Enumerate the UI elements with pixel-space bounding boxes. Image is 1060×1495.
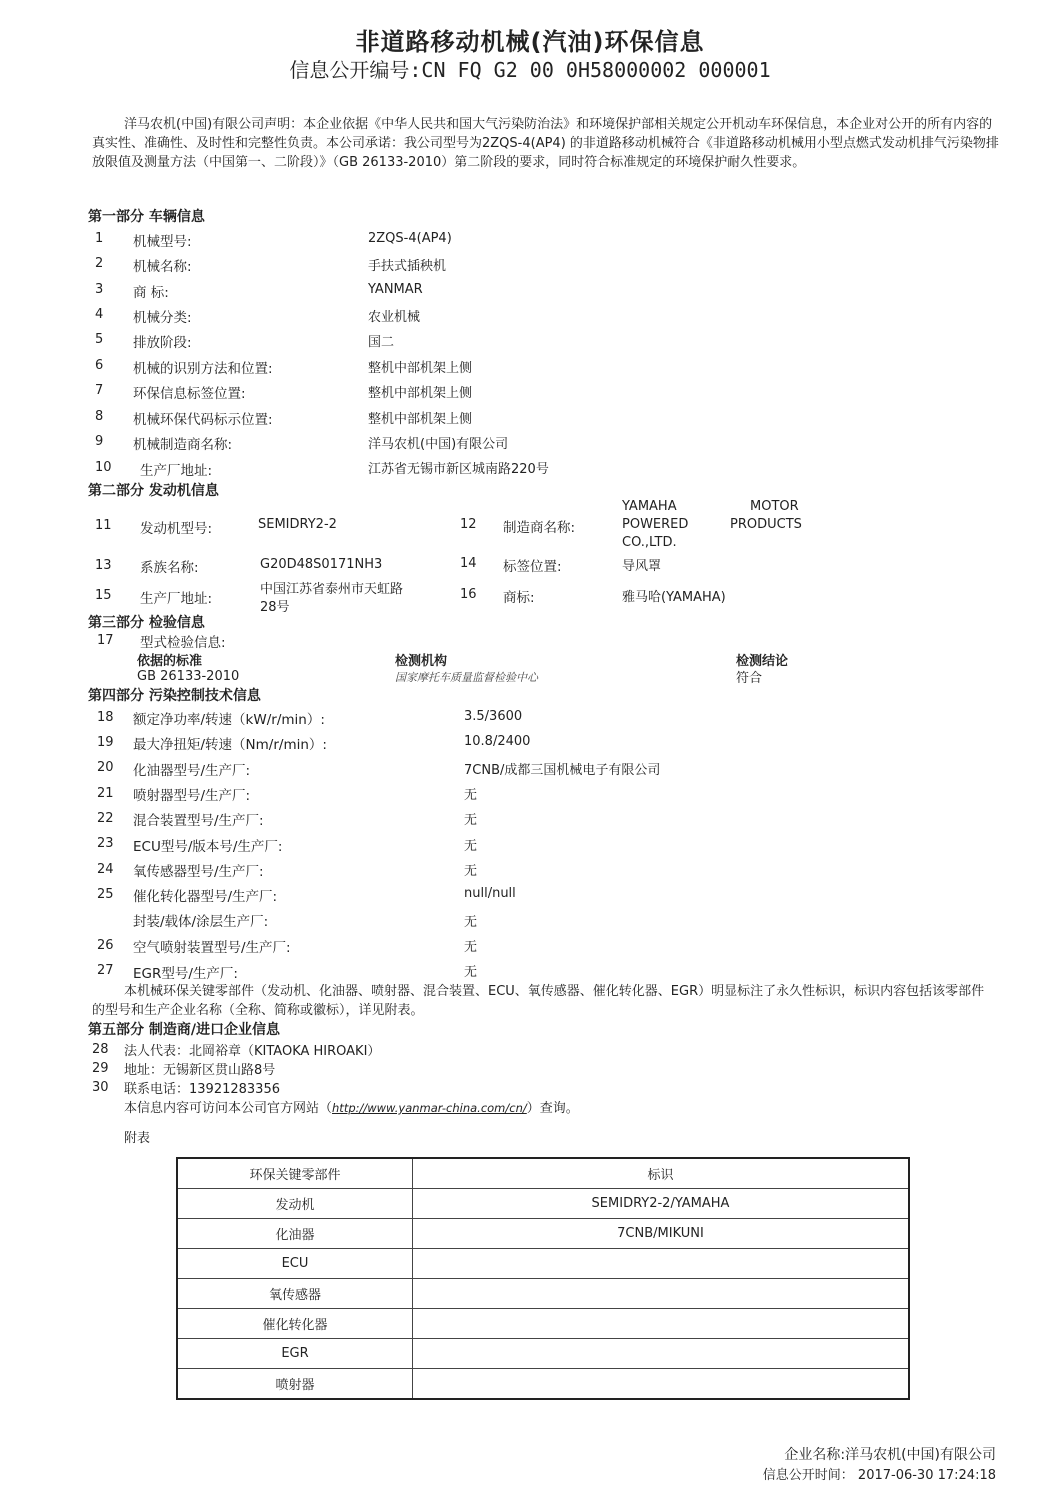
manufacturer-address: 地址：无锡新区贯山路8号	[124, 1063, 276, 1078]
field-value: YANMAR	[368, 282, 423, 297]
table-row	[177, 1219, 909, 1249]
field-label: 机械的识别方法和位置:	[133, 361, 273, 377]
field-label: 喷射器型号/生产厂:	[133, 788, 251, 804]
row-number: 21	[97, 786, 114, 801]
table-row	[177, 1279, 909, 1309]
field-label: 环保信息标签位置:	[133, 386, 246, 402]
part-cell: 化油器	[177, 1219, 413, 1249]
section-title-pollution-control: 第四部分 污染控制技术信息	[88, 688, 261, 704]
document-title: 非道路移动机械(汽油)环保信息	[355, 28, 705, 56]
column-header-agency: 检测机构	[395, 654, 448, 669]
field-label: 机械制造商名称:	[133, 437, 233, 453]
field-label: 生产厂地址:	[140, 463, 213, 479]
field-value: 国二	[368, 335, 395, 350]
row-number: 22	[97, 811, 114, 826]
field-value: POWERED	[622, 517, 689, 532]
field-value: 整机中部机架上侧	[368, 361, 473, 376]
field-label: 化油器型号/生产厂:	[133, 763, 251, 779]
field-value: 农业机械	[368, 310, 421, 325]
key-parts-table	[176, 1157, 910, 1400]
row-number: 1	[95, 231, 104, 246]
inspection-result: 符合	[736, 671, 763, 686]
part-cell: EGR	[177, 1339, 413, 1369]
field-label: 最大净扭矩/转速（Nm/r/min）:	[133, 737, 327, 753]
row-number: 17	[97, 633, 114, 648]
row-number: 15	[95, 588, 112, 603]
field-label: 系族名称:	[140, 560, 199, 576]
field-label: 型式检验信息:	[140, 635, 226, 651]
website-prefix: 本信息内容可访问本公司官方网站（	[124, 1101, 333, 1116]
field-value: MOTOR	[750, 499, 799, 514]
section-title-inspection: 第三部分 检验信息	[88, 615, 205, 631]
row-number: 9	[95, 434, 104, 449]
field-value: null/null	[464, 886, 516, 901]
disclosure-number: 信息公开编号:CN FQ G2 00 0H58000002 000001	[289, 58, 771, 82]
field-label: 封装/载体/涂层生产厂:	[133, 914, 269, 930]
row-number: 29	[92, 1061, 109, 1076]
row-number: 28	[92, 1042, 109, 1057]
table-row	[177, 1339, 909, 1369]
row-number: 3	[95, 282, 104, 297]
column-header: 环保关键零部件	[177, 1158, 413, 1189]
website-suffix: ）查询。	[526, 1101, 579, 1116]
field-label: 机械分类:	[133, 310, 192, 326]
field-label: 商标:	[503, 590, 535, 606]
field-value: CO.,LTD.	[622, 535, 677, 550]
mark-cell: SEMIDRY2-2/YAMAHA	[413, 1189, 910, 1219]
mark-cell	[413, 1279, 910, 1309]
table-header-row	[177, 1158, 909, 1189]
column-header-result: 检测结论	[736, 654, 789, 669]
row-number: 26	[97, 938, 114, 953]
key-parts-note: 本机械环保关键零部件（发动机、化油器、喷射器、混合装置、ECU、氧传感器、催化转化器、EGR）明显标注了永久性标识，标识内容包括该零部件的型号和生产企业名称（全称、简称或徽标），详见附表。	[92, 984, 985, 1018]
row-number: 25	[97, 887, 114, 902]
field-label: 发动机型号:	[140, 521, 213, 537]
field-value: G20D48S0171NH3	[260, 557, 383, 572]
field-label: 标签位置:	[503, 559, 562, 575]
field-value: 江苏省无锡市新区城南路220号	[368, 462, 549, 477]
field-value: 无	[464, 915, 478, 930]
part-cell: 发动机	[177, 1189, 413, 1219]
row-number: 27	[97, 963, 114, 978]
table-row	[177, 1369, 909, 1400]
website-line	[124, 1097, 579, 1116]
field-value: 7CNB/成都三国机械电子有限公司	[464, 763, 661, 778]
website-link[interactable]: http://www.yanmar-china.com/cn/	[332, 1101, 527, 1115]
table-row	[177, 1189, 909, 1219]
field-value: 3.5/3600	[464, 709, 523, 724]
field-label: 制造商名称:	[503, 520, 576, 536]
field-value: 10.8/2400	[464, 734, 531, 749]
field-value: 无	[464, 965, 478, 980]
row-number: 2	[95, 256, 104, 271]
field-value: 整机中部机架上侧	[368, 386, 473, 401]
field-label: 额定净功率/转速（kW/r/min）:	[133, 712, 325, 728]
column-header-standard: 依据的标准	[137, 654, 203, 669]
field-value: 中国江苏省泰州市天虹路	[260, 582, 404, 597]
mark-cell	[413, 1249, 910, 1279]
section-title-vehicle: 第一部分 车辆信息	[88, 209, 205, 225]
disclosure-time: 信息公开时间： 2017-06-30 17:24:18	[762, 1468, 996, 1483]
field-value: 洋马农机(中国)有限公司	[368, 437, 509, 452]
row-number: 10	[95, 460, 112, 475]
field-value: 28号	[260, 600, 290, 615]
row-number: 4	[95, 307, 104, 322]
field-label: 机械型号:	[133, 234, 192, 250]
field-value: 无	[464, 788, 478, 803]
field-label: 生产厂地址:	[140, 591, 213, 607]
field-label: 混合装置型号/生产厂:	[133, 813, 264, 829]
row-number: 19	[97, 735, 114, 750]
company-name: 企业名称:洋马农机(中国)有限公司	[784, 1447, 996, 1463]
field-value: SEMIDRY2-2	[258, 517, 337, 532]
section-title-manufacturer: 第五部分 制造商/进口企业信息	[88, 1022, 280, 1038]
legal-representative: 法人代表：北岡裕章（KITAOKA HIROAKI）	[124, 1044, 381, 1059]
mark-cell	[413, 1309, 910, 1339]
row-number: 12	[460, 517, 477, 532]
field-value: 无	[464, 839, 478, 854]
field-value: YAMAHA	[622, 499, 677, 514]
field-value: 2ZQS-4(AP4)	[368, 231, 452, 246]
row-number: 30	[92, 1080, 109, 1095]
field-label: 氧传感器型号/生产厂:	[133, 864, 264, 880]
field-label: 空气喷射装置型号/生产厂:	[133, 940, 291, 956]
row-number: 5	[95, 332, 104, 347]
row-number: 8	[95, 409, 104, 424]
row-number: 20	[97, 760, 114, 775]
field-value: PRODUCTS	[730, 517, 802, 532]
inspection-standard: GB 26133-2010	[137, 669, 240, 684]
row-number: 7	[95, 383, 104, 398]
column-header: 标识	[413, 1158, 910, 1189]
contact-phone: 联系电话：13921283356	[124, 1082, 280, 1097]
mark-cell	[413, 1339, 910, 1369]
part-cell: 氧传感器	[177, 1279, 413, 1309]
row-number: 13	[95, 558, 112, 573]
field-label: ECU型号/版本号/生产厂:	[133, 839, 283, 855]
field-value: 雅马哈(YAMAHA)	[622, 590, 726, 605]
field-label: 商 标:	[133, 285, 169, 301]
table-row	[177, 1309, 909, 1339]
field-label: 机械环保代码标示位置:	[133, 412, 273, 428]
field-value: 导风罩	[622, 559, 662, 574]
mark-cell: 7CNB/MIKUNI	[413, 1219, 910, 1249]
row-number: 11	[95, 518, 112, 533]
table-row	[177, 1249, 909, 1279]
field-label: 机械名称:	[133, 259, 192, 275]
part-cell: ECU	[177, 1249, 413, 1279]
row-number: 24	[97, 862, 114, 877]
field-value: 手扶式插秧机	[368, 259, 447, 274]
attachment-title: 附表	[124, 1131, 151, 1146]
field-value: 无	[464, 813, 478, 828]
row-number: 23	[97, 836, 114, 851]
part-cell: 催化转化器	[177, 1309, 413, 1339]
field-label: 催化转化器型号/生产厂:	[133, 889, 278, 905]
part-cell: 喷射器	[177, 1369, 413, 1400]
row-number: 14	[460, 556, 477, 571]
section-title-engine: 第二部分 发动机信息	[88, 483, 219, 499]
inspection-agency: 国家摩托车质量监督检验中心	[395, 671, 538, 684]
row-number: 18	[97, 710, 114, 725]
field-label: EGR型号/生产厂:	[133, 966, 238, 982]
mark-cell	[413, 1369, 910, 1400]
field-value: 无	[464, 940, 478, 955]
field-value: 整机中部机架上侧	[368, 412, 473, 427]
field-value: 无	[464, 864, 478, 879]
field-label: 排放阶段:	[133, 335, 192, 351]
company-statement: 洋马农机(中国)有限公司声明：本企业依据《中华人民共和国大气污染防治法》和环境保护部相关规定公开机动车环保信息，本企业对公开的所有内容的真实性、准确性、及时性和完整性负责。本公司承诺：我公司型号为2ZQS-4(AP4) 的非道路移动机械符合《非道路移动机械用小型点燃式发动机排气污染物排放限值及测量方法（中国第一、二阶段）》（GB 26133-2010）第二阶段的要求，同时符合标准规定的环境保护耐久性要求。	[92, 117, 999, 170]
row-number: 6	[95, 358, 104, 373]
row-number: 16	[460, 587, 477, 602]
